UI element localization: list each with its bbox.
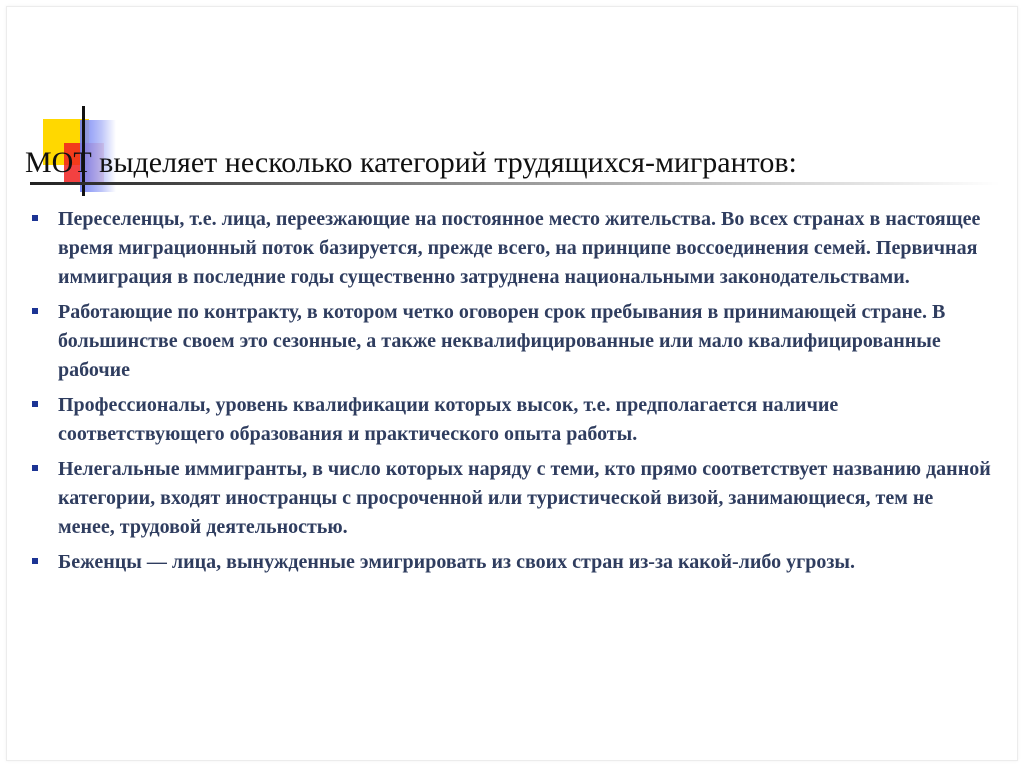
- square-bullet-icon: [32, 308, 38, 314]
- list-item-text: Работающие по контракту, в котором четко оговорен срок пребывания в принимающей стране. В большинстве своем это сезонные, а также неквалифицированные или мало квалифицированные рабочие: [58, 301, 946, 381]
- list-item-text: Переселенцы, т.е. лица, переезжающие на постоянное место жительства. Во всех странах в настоящее время миграционный поток базируется, прежде всего, на принципе воссоединения семей. Первичная иммиграция в последние годы существенно затруднена национальными законодательствами.: [58, 208, 981, 288]
- bullet-list: [32, 205, 992, 583]
- list-item: [32, 205, 992, 292]
- square-bullet-icon: [32, 465, 38, 471]
- list-item: [32, 548, 992, 577]
- list-item: [32, 455, 992, 542]
- square-bullet-icon: [32, 558, 38, 564]
- list-item-text: Нелегальные иммигранты, в число которых наряду с теми, кто прямо соответствует названию данной категории, входят иностранцы с просроченной или туристической визой, занимающиеся, тем не менее, трудовой деятельностью.: [58, 458, 991, 538]
- title-underline: [30, 182, 1000, 185]
- square-bullet-icon: [32, 215, 38, 221]
- list-item: [32, 298, 992, 385]
- list-item-text: Профессионалы, уровень квалификации которых высок, т.е. предполагается наличие соответствующего образования и практического опыта работы.: [58, 394, 839, 445]
- list-item: [32, 391, 992, 449]
- list-item-text: Беженцы — лица, вынужденные эмигрировать из своих стран из-за какой-либо угрозы.: [58, 551, 855, 573]
- square-bullet-icon: [32, 401, 38, 407]
- slide-title: МОТ выделяет несколько категорий трудящихся-мигрантов:: [25, 146, 797, 179]
